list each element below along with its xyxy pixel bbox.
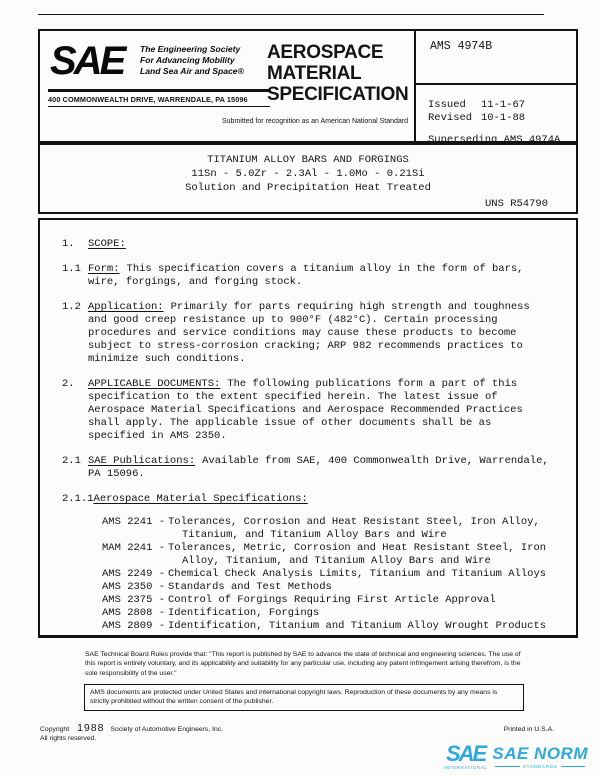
sae-norm-brand [443, 741, 588, 770]
doc-code: AMS 2249 - [102, 568, 166, 580]
doc-type-line-2: MATERIAL [267, 63, 362, 84]
list-item [102, 542, 554, 568]
spec-body [38, 218, 578, 638]
revised-line [428, 112, 576, 125]
section-heading: Aerospace Material Specifications: [93, 493, 308, 505]
section-sae-publications [62, 455, 554, 481]
section-form [62, 263, 554, 289]
alloy-composition: 11Sn - 5.0Zr - 2.3Al - 1.0Mo - 0.21Si [191, 168, 425, 180]
sae-logo: SAE [50, 39, 124, 83]
doc-code: AMS 2809 - [102, 620, 166, 632]
doc-title: Identification, Forgings [168, 607, 320, 619]
sae-international-label: INTERNATIONAL [443, 765, 488, 770]
doc-title: Tolerances, Corrosion and Heat Resistant Steel, Iron Alloy, [168, 516, 540, 528]
section-heading: APPLICABLE DOCUMENTS: [88, 378, 221, 390]
list-item [102, 620, 554, 633]
superseding-line: Superseding AMS 4974A [428, 134, 561, 146]
doc-code: AMS 2375 - [102, 594, 166, 606]
revised-label: Revised [428, 112, 473, 124]
revised-date: 10-1-88 [481, 112, 526, 124]
header [38, 29, 578, 146]
heat-treatment: Solution and Precipitation Heat Treated [185, 182, 431, 194]
rights-reserved: All rights reserved. [40, 735, 97, 742]
list-item [102, 607, 554, 620]
section-heading: Application: [88, 301, 164, 313]
doc-type-line-1: AEROSPACE [267, 42, 384, 63]
uns-number: UNS R54790 [484, 198, 548, 210]
section-scope [62, 238, 554, 251]
section-text: Available from SAE, 400 Commonwealth Drive, Warrendale, PA 15096. [88, 455, 549, 480]
technical-board-rules: SAE Technical Board Rules provide that: "This report is published by SAE to advance the state of technical and engineering sciences. The use of this report is entirely voluntary, and its applicability and suitability for any particular use, including any patent infringement arising therefrom, is the sole responsibility of the user." [85, 651, 521, 677]
section-ams-specs [62, 493, 554, 506]
doc-title-cont: Titanium, and Titanium Alloy Bars and Wire [182, 529, 447, 541]
printed-in-usa: Printed in U.S.A. [503, 726, 554, 733]
section-number: 2. [62, 378, 75, 390]
sae-international-logo: SAE [446, 741, 486, 766]
section-number: 2.1 [62, 455, 81, 467]
tagline-line-3: Land Sea Air and Space® [140, 66, 244, 76]
doc-number: AMS 4974B [416, 31, 576, 85]
section-text: The following publications form a part of this specification to the extent specified herein. The latest issue of Aerospace Material Specifications and Aerospace Recommended Practices shall apply. The applicable issue of other documents shall be as specified in AMS 2350. [88, 378, 523, 442]
section-heading: SCOPE: [88, 238, 126, 250]
referenced-documents-list [102, 516, 554, 633]
doc-title: Identification, Titanium and Titanium Alloy Wrought Products [168, 620, 547, 632]
doc-title: Chemical Check Analysis Limits, Titanium and Titanium Alloys [168, 568, 547, 580]
submitted-note: Submitted for recognition as an American National Standard [222, 118, 408, 125]
document-type-title [267, 42, 417, 105]
copyright-line [40, 724, 315, 743]
doc-title: Tolerances, Metric, Corrosion and Heat Resistant Steel, Iron [168, 542, 547, 554]
issued-line [428, 99, 576, 112]
doc-code: AMS 2241 - [102, 516, 166, 528]
sae-norm-wordmark: SAE NORM [492, 744, 588, 763]
doc-code: AMS 2808 - [102, 607, 166, 619]
section-number: 1. [62, 238, 75, 250]
tagline-line-1: The Engineering Society [140, 44, 241, 54]
issued-label: Issued [428, 99, 466, 111]
copyright-protection-notice: AMS documents are protected under United States and international copyright laws. Reproduction of these documents by any means is strictly prohibited without the written consent of the publisher. [84, 684, 524, 711]
copyright-year: 1988 [77, 722, 105, 734]
title-block [38, 143, 578, 214]
copyright-prefix: Copyright [40, 726, 70, 733]
list-item [102, 568, 554, 581]
list-item [102, 516, 554, 542]
doc-title: Control of Forgings Requiring First Article Approval [168, 594, 496, 606]
spec-title: TITANIUM ALLOY BARS AND FORGINGS [207, 154, 409, 166]
revision-block [416, 87, 576, 147]
section-text: Primarily for parts requiring high strength and toughness and good creep resistance up to 900°F (482°C). Certain processing procedures and service conditions may cause these products to become subject to stress-corrosion cracking; ARP 982 recommends practices to minimize such conditions. [88, 301, 530, 365]
copyright-holder: Society of Automotive Engineers, Inc. [110, 726, 224, 733]
section-applicable-documents [62, 378, 554, 443]
section-heading: Form: [88, 263, 120, 275]
doc-type-line-3: SPECIFICATION [267, 84, 409, 105]
section-application [62, 301, 554, 366]
section-number: 1.1 [62, 263, 81, 275]
doc-title-cont: Alloy, Titanium, and Titanium Alloy Bars and Wire [182, 555, 491, 567]
top-rule [38, 14, 544, 15]
section-number: 2.1.1 [62, 493, 94, 505]
sae-address: 400 COMMONWEALTH DRIVE, WARRENDALE, PA 15096 [48, 89, 270, 107]
doc-title: Standards and Test Methods [168, 581, 332, 593]
section-text: This specification covers a titanium alloy in the form of bars, wire, forgings, and forging stock. [88, 263, 524, 288]
sae-norm-sublabel: STANDARDS [492, 764, 588, 769]
issued-date: 11-1-67 [481, 99, 526, 111]
list-item [102, 594, 554, 607]
doc-code: MAM 2241 - [102, 542, 166, 554]
section-heading: SAE Publications: [88, 455, 196, 467]
tagline-line-2: For Advancing Mobility [140, 55, 235, 65]
list-item [102, 581, 554, 594]
section-number: 1.2 [62, 301, 81, 313]
doc-code: AMS 2350 - [102, 581, 166, 593]
